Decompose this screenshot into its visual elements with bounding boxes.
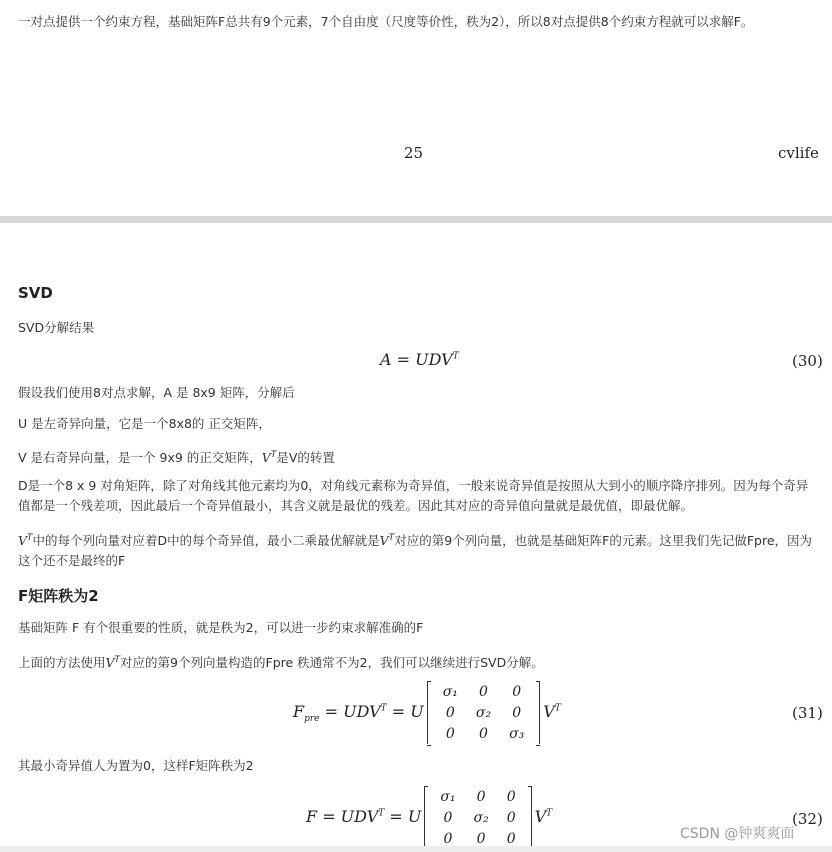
- eq31-tail-sup: T: [554, 703, 561, 714]
- vt-sup: T: [114, 655, 121, 665]
- matrix-cell: 0: [506, 788, 516, 805]
- previous-page-section: [0, 0, 832, 216]
- eq32-mid2: = U: [384, 807, 422, 826]
- rank-line-3: 其最小奇异值人为置为0，这样F矩阵秩为2: [18, 758, 254, 773]
- matrix-cell: σ₃: [509, 725, 525, 742]
- vt-math: V: [18, 533, 28, 549]
- matrix-cell: 0: [506, 809, 516, 826]
- svd-line-4: D是一个8 x 9 对角矩阵，除了对角线其他元素均为0，对角线元素称为奇异值，一般来说奇异值是按照从大到小的顺序降序排列。因为每个奇异值都是一个残差项，因此最后一个奇异值最小，其含义就是最优的残差。因此其对应的奇异值向量就是最优值，即最优解。: [18, 478, 809, 513]
- eq31-mid2: = U: [386, 702, 424, 721]
- matrix-cell: 0: [476, 830, 486, 847]
- matrix-cell: 0: [476, 788, 486, 805]
- rank-heading: F矩阵秩为2: [18, 587, 99, 605]
- eq31-lhs: F: [293, 702, 305, 721]
- matrix-cell: 0: [445, 704, 455, 721]
- eq32-lhs: F = UDV: [306, 807, 379, 826]
- sigma-matrix-reduced: [424, 786, 531, 849]
- eq30-sup: T: [452, 351, 459, 362]
- equation-32: [306, 786, 552, 849]
- svd-line-5b: 对应的第9个列向量，也就是基础矩阵F的元素。这里我们先记做Fpre，因为这个还不是最终的F: [18, 533, 813, 569]
- rank-line-2a: 上面的方法使用: [18, 655, 106, 671]
- eq31-mid: = UDV: [319, 702, 381, 721]
- svd-line-2: U 是左奇异向量，它是一个8x8的 正交矩阵，: [18, 416, 271, 431]
- page-number: 25: [404, 144, 424, 162]
- equation-30-number: (30): [792, 352, 823, 370]
- vt-math: V: [261, 450, 271, 466]
- eq30-expression: A = UDV: [380, 350, 453, 369]
- equation-32-number: (32): [792, 810, 823, 828]
- matrix-cell: 0: [506, 830, 516, 847]
- vt-sup: T: [270, 450, 277, 460]
- vt-math: V: [105, 655, 115, 671]
- rank-line-2: [18, 650, 544, 673]
- sigma-matrix: [427, 681, 541, 744]
- equation-31-number: (31): [792, 704, 823, 722]
- svd-line-3: [18, 445, 335, 468]
- svd-line-5a: 中的每个列向量对应着D中的每个奇异值，最小二乘最优解就是: [32, 533, 380, 549]
- svd-line-5: [18, 528, 818, 571]
- bottom-bar: [0, 846, 832, 852]
- eq31-tail: V: [543, 702, 555, 721]
- matrix-cell: 0: [443, 809, 453, 826]
- matrix-cell: σ₁: [440, 788, 456, 805]
- eq31-sup: T: [380, 703, 387, 714]
- equation-30: [380, 350, 459, 369]
- intro-text: 一对点提供一个约束方程，基础矩阵F总共有9个元素，7个自由度（尺度等价性，秩为2），所以8对点提供8个约束方程就可以求解F。: [18, 14, 754, 29]
- matrix-cell: 0: [445, 725, 455, 742]
- eq32-tail-sup: T: [546, 808, 553, 819]
- equation-31: [293, 681, 561, 744]
- rank-line-2b: 对应的第9个列向量构造的Fpre 秩通常不为2，我们可以继续进行SVD分解。: [120, 655, 544, 671]
- vt-sup: T: [27, 533, 33, 543]
- svd-line-3b: 是V的转置: [276, 450, 335, 466]
- vt-math: V: [379, 533, 389, 549]
- matrix-cell: σ₁: [442, 683, 458, 700]
- page-separator: [0, 216, 832, 223]
- matrix-cell: 0: [479, 683, 488, 700]
- eq32-tail: V: [534, 807, 547, 826]
- matrix-cell: 0: [512, 683, 522, 700]
- eq32-sup: T: [378, 808, 385, 819]
- svd-result-label: SVD分解结果: [18, 320, 95, 335]
- vt-sup: T: [388, 533, 395, 543]
- svd-line-1: 假设我们使用8对点求解，A 是 8x9 矩阵，分解后: [18, 385, 295, 400]
- eq31-lhs-sub: pre: [304, 714, 320, 725]
- svd-line-3a: V 是右奇异向量，是一个 9x9 的正交矩阵，: [18, 450, 262, 466]
- matrix-cell: σ₂: [473, 809, 489, 826]
- rank-line-1: 基础矩阵 F 有个很重要的性质，就是秩为2，可以进一步约束求解准确的F: [18, 620, 424, 635]
- matrix-cell: 0: [512, 704, 522, 721]
- matrix-cell: 0: [479, 725, 488, 742]
- matrix-cell: σ₂: [475, 704, 492, 721]
- svd-heading: SVD: [18, 284, 53, 302]
- page-footer-brand: cvlife: [778, 144, 819, 162]
- csdn-watermark: CSDN @钟爽爽面: [680, 826, 795, 842]
- matrix-cell: 0: [443, 830, 453, 847]
